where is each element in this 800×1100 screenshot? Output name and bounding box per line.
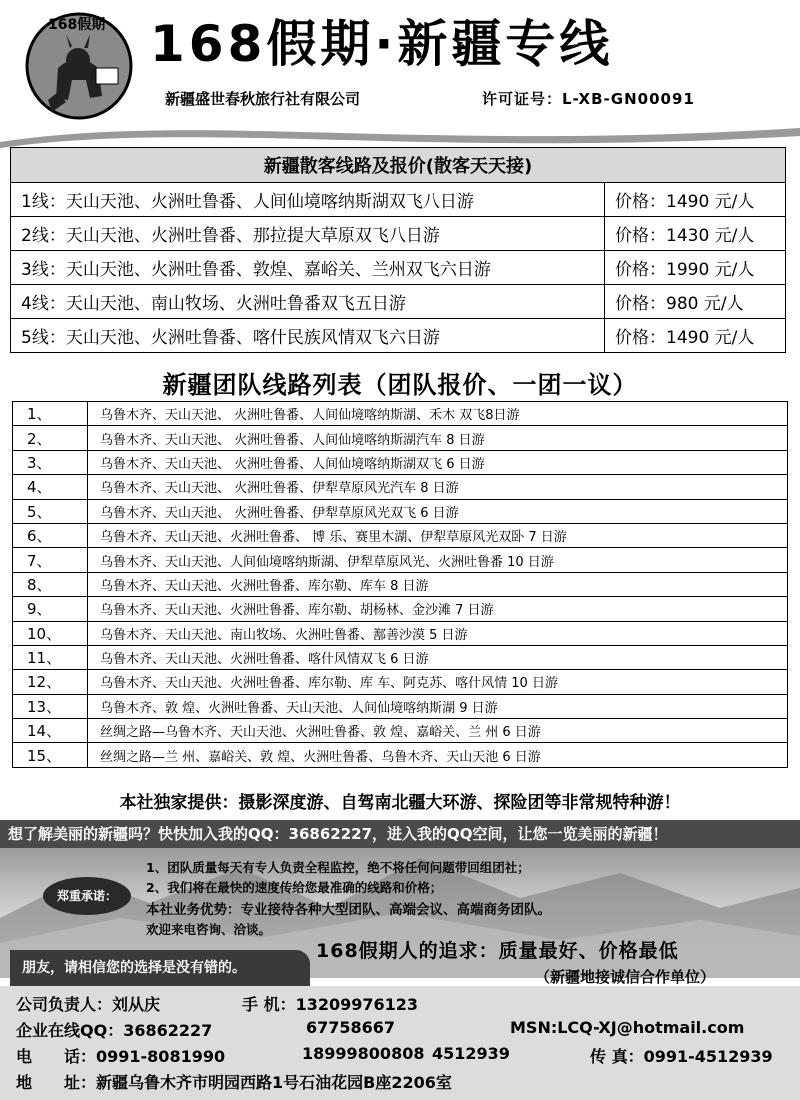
promise-line: 1、团队质量每天有专人负责全程监控，绝不将任何问题带回组团社； [146, 860, 530, 875]
group-section-title: 新疆团队线路列表（团队报价、一团一议） [162, 371, 638, 399]
route-number: 3、 [13, 450, 88, 474]
retail-table-title: 新疆散客线路及报价(散客天天接) [11, 148, 786, 183]
table-row [13, 621, 788, 645]
table-row [13, 670, 788, 694]
msn-address: MSN:LCQ-XJ@hotmail.com [510, 1018, 745, 1037]
license-number: 许可证号：L-XB-GN00091 [482, 90, 695, 108]
partner-note: （新疆地接诚信合作单位） [535, 968, 716, 986]
logo-text: 168假期 [48, 17, 106, 33]
table-row [11, 251, 786, 285]
route-number: 5、 [13, 499, 88, 523]
route-number: 7、 [13, 548, 88, 572]
table-row [11, 217, 786, 251]
price-cell: 价格：1490 元/人 [605, 183, 786, 217]
phone-number-2: 18999800808 [302, 1044, 425, 1063]
route-cell: 乌鲁木齐、天山天池、南山牧场、火洲吐鲁番、鄯善沙漠 5 日游 [88, 621, 788, 645]
route-number: 2、 [13, 426, 88, 450]
phone-number: 电 话：0991-8081990 [16, 1047, 226, 1066]
table-row [13, 523, 788, 547]
table-row [13, 548, 788, 572]
route-number: 8、 [13, 572, 88, 596]
route-number: 14、 [13, 719, 88, 743]
route-cell: 2线：天山天池、火洲吐鲁番、那拉提大草原双飞八日游 [11, 217, 605, 251]
promise-line: 欢迎来电咨询、洽谈。 [146, 922, 272, 937]
retail-route-table [10, 147, 786, 353]
route-number: 10、 [13, 621, 88, 645]
table-row [13, 719, 788, 743]
price-cell: 价格：1430 元/人 [605, 217, 786, 251]
phone-number-3: 4512939 [432, 1044, 510, 1063]
route-cell: 乌鲁木齐、天山天池、火洲吐鲁番、喀什风情双飞 6 日游 [88, 645, 788, 669]
page-title: 168假期·新疆专线 [150, 15, 614, 73]
header-wave-divider [0, 112, 800, 148]
company-slogan: 168假期人的追求：质量最好、价格最低 [316, 940, 679, 962]
table-row [13, 572, 788, 596]
route-cell: 乌鲁木齐、天山天池、 火洲吐鲁番、人间仙境喀纳斯湖双飞 6 日游 [88, 450, 788, 474]
price-cell: 价格：1490 元/人 [605, 319, 786, 353]
route-cell: 乌鲁木齐、天山天池、火洲吐鲁番、库尔勒、胡杨林、金沙滩 7 日游 [88, 597, 788, 621]
route-cell: 3线：天山天池、火洲吐鲁番、敦煌、嘉峪关、兰州双飞六日游 [11, 251, 605, 285]
table-row [13, 743, 788, 767]
company-name: 新疆盛世春秋旅行社有限公司 [165, 90, 361, 108]
price-cell: 价格：980 元/人 [605, 285, 786, 319]
route-number: 9、 [13, 597, 88, 621]
route-cell: 乌鲁木齐、天山天池、 火洲吐鲁番、人间仙境喀纳斯湖、禾木 双飞8日游 [88, 402, 788, 426]
route-cell: 乌鲁木齐、天山天池、 火洲吐鲁番、伊犁草原风光汽车 8 日游 [88, 475, 788, 499]
group-route-table [12, 401, 788, 768]
route-cell: 乌鲁木齐、天山天池、火洲吐鲁番、库尔勒、库车 8 日游 [88, 572, 788, 596]
route-cell: 乌鲁木齐、天山天池、 火洲吐鲁番、人间仙境喀纳斯湖汽车 8 日游 [88, 426, 788, 450]
mobile-number: 手 机：13209976123 [242, 995, 419, 1014]
table-row [13, 597, 788, 621]
route-cell: 1线：天山天池、火洲吐鲁番、人间仙境喀纳斯湖双飞八日游 [11, 183, 605, 217]
table-row [13, 450, 788, 474]
route-number: 12、 [13, 670, 88, 694]
route-number: 6、 [13, 523, 88, 547]
qq-number: 企业在线QQ：36862227 [16, 1021, 213, 1040]
route-number: 4、 [13, 475, 88, 499]
qq-number-2: 67758667 [306, 1018, 396, 1037]
route-cell: 乌鲁木齐、天山天池、火洲吐鲁番、库尔勒、库 车、阿克苏、喀什风情 10 日游 [88, 670, 788, 694]
friend-message: 朋友，请相信您的选择是没有错的。 [10, 950, 310, 986]
table-row [13, 475, 788, 499]
route-cell: 乌鲁木齐、天山天池、人间仙境喀纳斯湖、伊犁草原风光、火洲吐鲁番 10 日游 [88, 548, 788, 572]
route-number: 1、 [13, 402, 88, 426]
price-cell: 价格：1990 元/人 [605, 251, 786, 285]
route-cell: 5线：天山天池、火洲吐鲁番、喀什民族风情双飞六日游 [11, 319, 605, 353]
contact-section [0, 986, 800, 1100]
table-row [13, 645, 788, 669]
table-row [13, 402, 788, 426]
address: 地 址：新疆乌鲁木齐市明园西路1号石油花园B座2206室 [16, 1073, 452, 1092]
manager-name: 公司负责人：刘从庆 [16, 995, 161, 1014]
route-cell: 4线：天山天池、南山牧场、火洲吐鲁番双飞五日游 [11, 285, 605, 319]
table-row [11, 183, 786, 217]
exclusive-offer: 本社独家提供：摄影深度游、自驾南北疆大环游、探险团等非常规特种游！ [119, 793, 681, 813]
promise-line: 2、我们将在最快的速度传给您最准确的线路和价格； [146, 880, 443, 895]
table-row [11, 319, 786, 353]
route-cell: 丝绸之路—兰 州、嘉峪关、敦 煌、火洲吐鲁番、乌鲁木齐、天山天池 6 日游 [88, 743, 788, 767]
promise-line: 本社业务优势：专业接待各种大型团队、高端会议、高端商务团队。 [146, 902, 551, 918]
table-row [13, 499, 788, 523]
qq-invite-bar: 想了解美丽的新疆吗？快快加入我的QQ：36862227，进入我的QQ空间，让您一览美丽的新疆！ [0, 820, 800, 848]
fax-number: 传 真：0991-4512939 [590, 1047, 773, 1066]
route-number: 11、 [13, 645, 88, 669]
table-row [13, 694, 788, 718]
route-number: 13、 [13, 694, 88, 718]
promise-label: 郑重承诺： [56, 889, 117, 903]
route-number: 15、 [13, 743, 88, 767]
table-row [13, 426, 788, 450]
route-cell: 乌鲁木齐、天山天池、火洲吐鲁番、 博 乐、赛里木湖、伊犁草原风光双卧 7 日游 [88, 523, 788, 547]
table-row [11, 285, 786, 319]
route-cell: 丝绸之路—乌鲁木齐、天山天池、火洲吐鲁番、敦 煌、嘉峪关、兰 州 6 日游 [88, 719, 788, 743]
route-cell: 乌鲁木齐、敦 煌、火洲吐鲁番、天山天池、人间仙境喀纳斯湖 9 日游 [88, 694, 788, 718]
route-cell: 乌鲁木齐、天山天池、 火洲吐鲁番、伊犁草原风光双飞 6 日游 [88, 499, 788, 523]
